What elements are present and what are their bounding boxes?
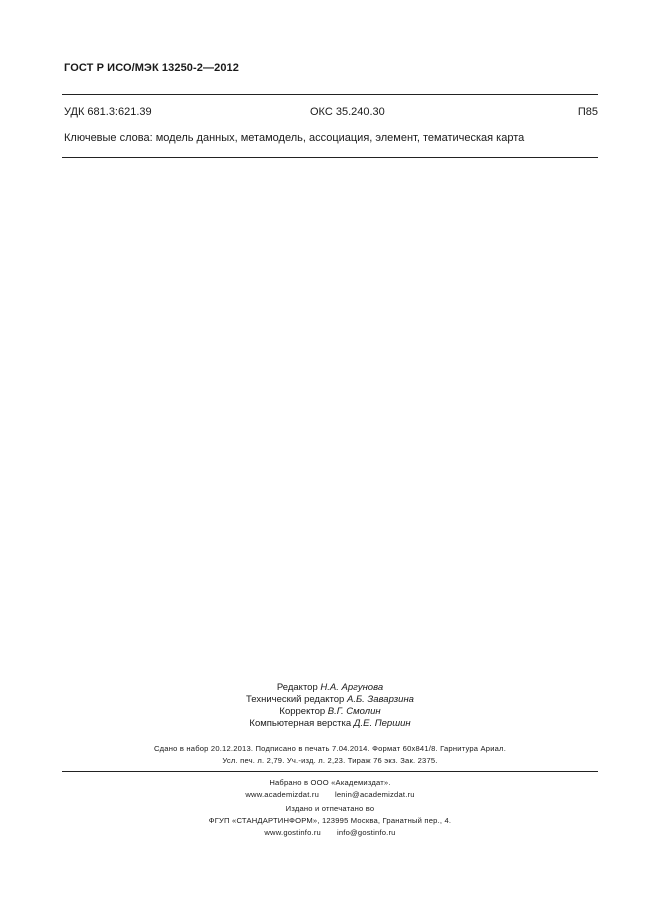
group-code: П85 [577, 106, 598, 118]
editor-line [200, 682, 460, 694]
top-divider [62, 94, 598, 95]
editor-role: Компьютерная верстка [249, 718, 352, 729]
typeset-email-link[interactable]: lenin@academizdat.ru [335, 790, 415, 799]
typeset-site-link[interactable]: www.academizdat.ru [245, 790, 319, 799]
editors-block [200, 682, 460, 730]
classification-row [64, 106, 598, 120]
printer-line-1: Издано и отпечатано во [285, 804, 375, 813]
typeset-contacts [62, 789, 598, 801]
standard-code: ГОСТ Р ИСО/МЭК 13250-2—2012 [64, 62, 239, 74]
publication-info [62, 743, 598, 767]
printer-info [62, 803, 598, 839]
publication-line-2: Усл. печ. л. 2,79. Уч.-изд. л. 2,23. Тираж 76 экз. Зак. 2375. [222, 756, 438, 765]
editor-role: Технический редактор [246, 694, 345, 705]
printer-line-2: ФГУП «СТАНДАРТИНФОРМ», 123995 Москва, Гранатный пер., 4. [208, 816, 452, 825]
typeset-info [62, 777, 598, 801]
editor-role: Корректор [279, 706, 326, 717]
imprint-divider [62, 771, 598, 772]
editor-name: В.Г. Смолин [327, 706, 381, 717]
printer-email-link[interactable]: info@gostinfo.ru [336, 828, 396, 837]
printer-site-link[interactable]: www.gostinfo.ru [264, 828, 321, 837]
editor-name: А.Б. Заварзина [346, 694, 414, 705]
editor-line [200, 706, 460, 718]
udk-code: УДК 681.3:621.39 [64, 106, 152, 118]
typeset-line: Набрано в ООО «Академиздат». [269, 778, 391, 787]
editor-name: Д.Е. Першин [353, 718, 411, 729]
editor-name: Н.А. Аргунова [320, 682, 384, 693]
printer-contacts [62, 827, 598, 839]
editor-line [200, 694, 460, 706]
publication-line-1: Сдано в набор 20.12.2013. Подписано в печать 7.04.2014. Формат 60х841/8. Гарнитура Ариал. [153, 744, 507, 753]
oks-code: ОКС 35.240.30 [310, 106, 385, 118]
keywords-line: Ключевые слова: модель данных, метамодель, ассоциация, элемент, тематическая карта [64, 132, 525, 144]
keywords-divider [62, 157, 598, 158]
editor-role: Редактор [276, 682, 318, 693]
editor-line [200, 718, 460, 730]
